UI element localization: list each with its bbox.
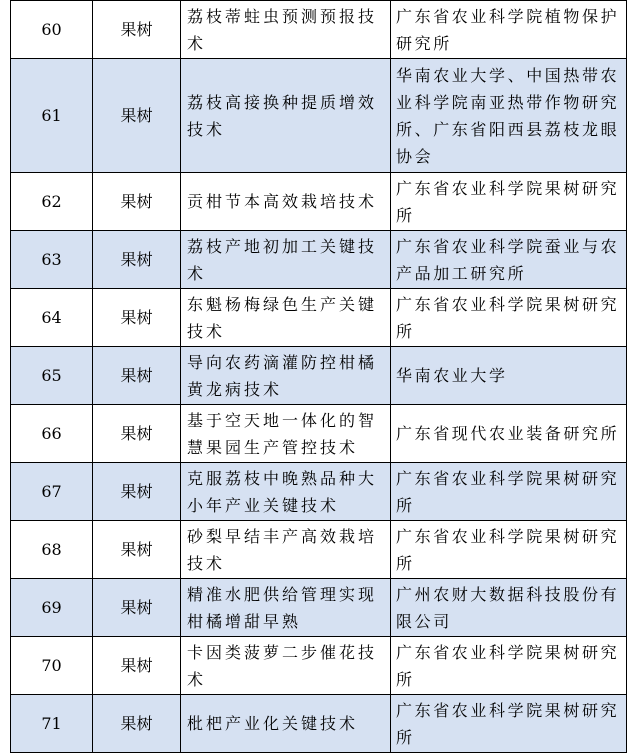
row-tech-name: 克服荔枝中晚熟品种大小年产业关键技术	[181, 463, 391, 521]
row-category: 果树	[93, 289, 181, 347]
table-row	[11, 347, 627, 405]
row-organization: 广东省农业科学院果树研究所	[391, 173, 627, 231]
table-row	[11, 173, 627, 231]
row-number: 66	[11, 405, 93, 463]
row-number: 67	[11, 463, 93, 521]
row-organization: 广东省农业科学院果树研究所	[391, 695, 627, 753]
row-category: 果树	[93, 463, 181, 521]
row-tech-name: 精准水肥供给管理实现柑橘增甜早熟	[181, 579, 391, 637]
table-row	[11, 463, 627, 521]
row-tech-name: 导向农药滴灌防控柑橘黄龙病技术	[181, 347, 391, 405]
row-organization: 华南农业大学、中国热带农业科学院南亚热带作物研究所、广东省阳西县荔枝龙眼协会	[391, 59, 627, 173]
row-organization: 广东省农业科学院蚕业与农产品加工研究所	[391, 231, 627, 289]
row-category: 果树	[93, 579, 181, 637]
row-tech-name: 枇杷产业化关键技术	[181, 695, 391, 753]
row-number: 63	[11, 231, 93, 289]
row-number: 62	[11, 173, 93, 231]
row-category: 果树	[93, 695, 181, 753]
row-tech-name: 贡柑节本高效栽培技术	[181, 173, 391, 231]
row-organization: 广东省农业科学院果树研究所	[391, 463, 627, 521]
row-tech-name: 东魁杨梅绿色生产关键技术	[181, 289, 391, 347]
table-row	[11, 405, 627, 463]
row-category: 果树	[93, 405, 181, 463]
table-row	[11, 637, 627, 695]
row-number: 60	[11, 1, 93, 59]
row-tech-name: 荔枝蒂蛀虫预测预报技术	[181, 1, 391, 59]
row-number: 70	[11, 637, 93, 695]
row-number: 71	[11, 695, 93, 753]
row-category: 果树	[93, 1, 181, 59]
row-organization: 广东省现代农业装备研究所	[391, 405, 627, 463]
row-number: 61	[11, 59, 93, 173]
row-tech-name: 卡因类菠萝二步催花技术	[181, 637, 391, 695]
row-tech-name: 荔枝产地初加工关键技术	[181, 231, 391, 289]
row-tech-name: 基于空天地一体化的智慧果园生产管控技术	[181, 405, 391, 463]
row-organization: 广东省农业科学院果树研究所	[391, 521, 627, 579]
row-number: 68	[11, 521, 93, 579]
row-tech-name: 荔枝高接换种提质增效技术	[181, 59, 391, 173]
row-number: 64	[11, 289, 93, 347]
table-body	[11, 1, 627, 753]
row-category: 果树	[93, 521, 181, 579]
row-organization: 广东省农业科学院果树研究所	[391, 637, 627, 695]
table-row	[11, 521, 627, 579]
row-number: 65	[11, 347, 93, 405]
technology-table	[10, 0, 627, 753]
table-row	[11, 59, 627, 173]
table-row	[11, 231, 627, 289]
row-tech-name: 砂梨早结丰产高效栽培技术	[181, 521, 391, 579]
row-organization: 华南农业大学	[391, 347, 627, 405]
row-organization: 广州农财大数据科技股份有限公司	[391, 579, 627, 637]
row-category: 果树	[93, 59, 181, 173]
row-category: 果树	[93, 231, 181, 289]
row-category: 果树	[93, 173, 181, 231]
row-organization: 广东省农业科学院果树研究所	[391, 289, 627, 347]
table-row	[11, 579, 627, 637]
table-row	[11, 289, 627, 347]
table-row	[11, 1, 627, 59]
row-category: 果树	[93, 637, 181, 695]
row-number: 69	[11, 579, 93, 637]
table-row	[11, 695, 627, 753]
row-organization: 广东省农业科学院植物保护研究所	[391, 1, 627, 59]
row-category: 果树	[93, 347, 181, 405]
